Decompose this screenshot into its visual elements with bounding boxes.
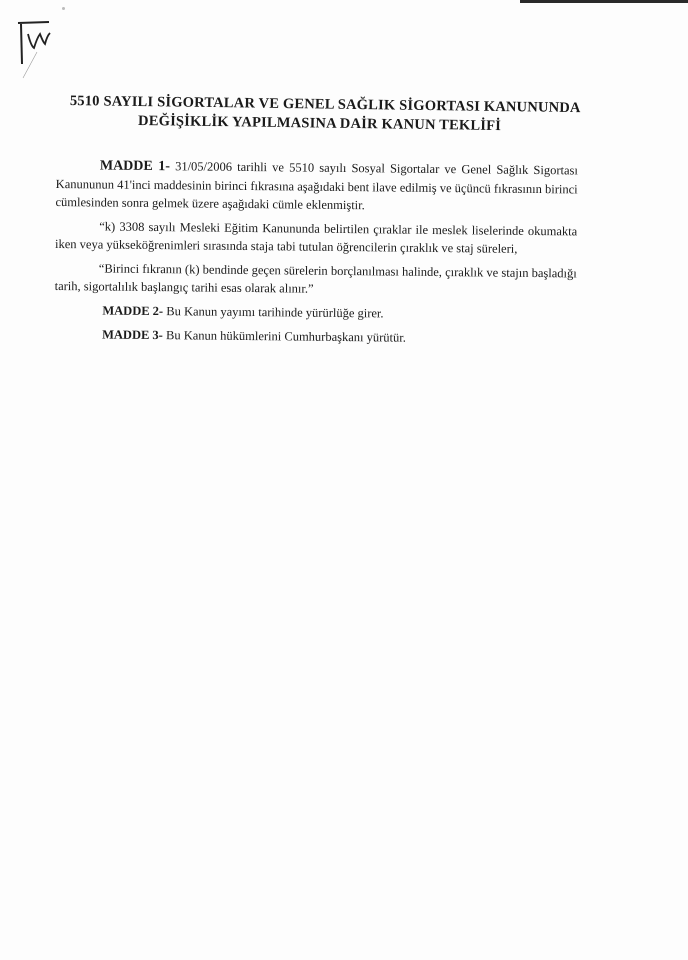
article-3-text: Bu Kanun hükümlerini Cumhurbaşkanı yürütür.	[162, 328, 406, 345]
title-line-2: DEĞİŞİKLİK YAPILMASINA DAİR KANUN TEKLİFİ	[137, 112, 502, 135]
article-1-text: 31/05/2006 tarihli ve 5510 sayılı Sosyal Sigortalar ve Genel Sağlık Sigortası Kanununun 41'inci maddesinin birinci fıkrasına aşağıdaki bent ilave edilmiş ve üçüncü fıkrasının birinci cümlesinden sonra gelmek üzere aşağıdaki cümle eklenmiştir.	[55, 159, 578, 213]
scan-edge-mark	[520, 0, 688, 3]
document-title	[69, 92, 581, 137]
document-body	[54, 156, 578, 354]
article-2	[54, 301, 576, 324]
article-2-text: Bu Kanun yayımı tarihinde yürürlüğe girer.	[163, 304, 384, 321]
title-line-1: 5510 SAYILI SİGORTALAR VE GENEL SAĞLIK SİGORTASI KANUNUNDA	[69, 92, 581, 117]
scan-speck	[62, 7, 65, 10]
handwritten-initial-mark	[17, 20, 57, 80]
article-1-label: MADDE 1-	[99, 158, 171, 175]
article-2-label: MADDE 2-	[102, 303, 164, 319]
article-3-label: MADDE 3-	[102, 327, 163, 343]
article-1	[55, 156, 578, 216]
added-sentence: “Birinci fıkranın (k) bendinde geçen sürelerin borçlanılması halinde, çıraklık ve stajın başladığı tarih, sigortalılık başlangıç tarihi esas olarak alınır.”	[54, 261, 577, 296]
article-3	[54, 325, 576, 348]
clause-k: “k) 3308 sayılı Mesleki Eğitim Kanununda belirtilen çıraklar ile meslek liselerinde okumakta iken veya yükseköğrenimleri sırasında staja tabi tutulan öğrencilerin çıraklık ve staj süreleri,	[55, 219, 578, 256]
